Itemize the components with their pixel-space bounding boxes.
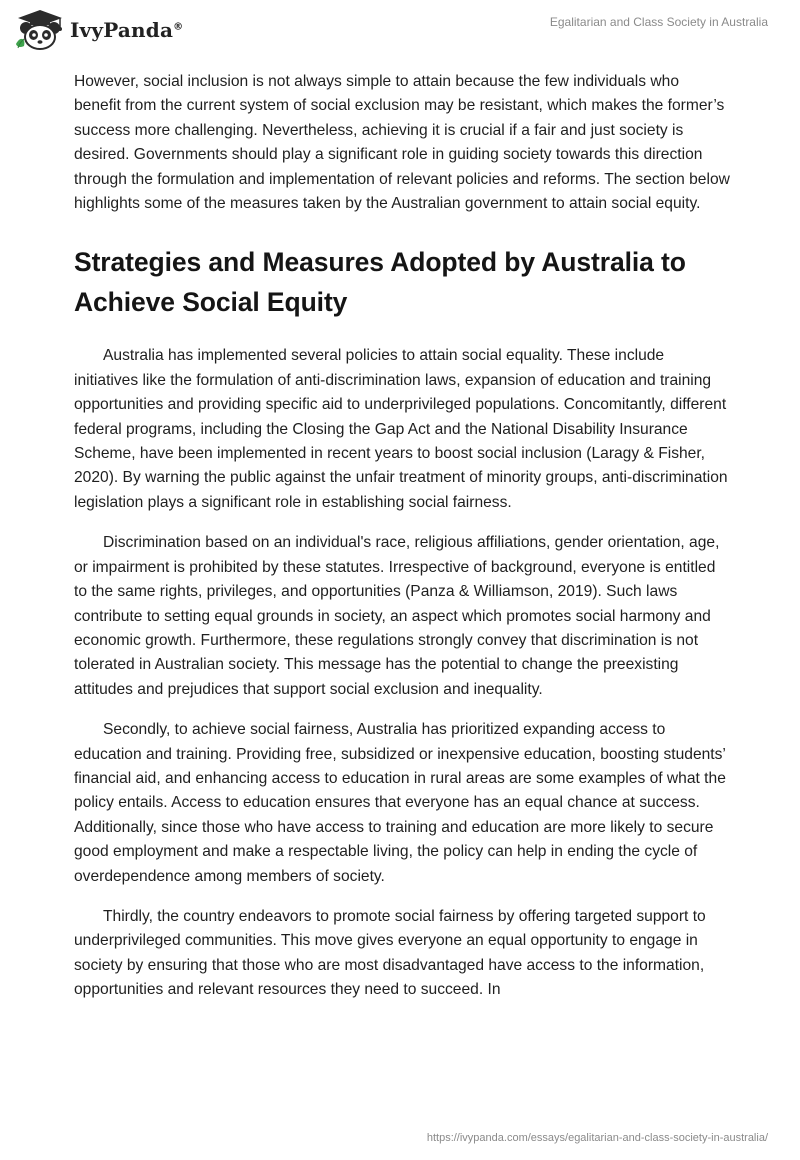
body-paragraph-1: Australia has implemented several policies to attain social equality. These include initiatives like the formulation of anti-discrimination laws, expansion of education and training opportunities and providing specific aid to underprivileged populations. Concomitantly, different federal programs, including the Closing the Gap Act and the National Disability Insurance Scheme, have been implemented in recent years to boost social inclusion (Laragy & Fisher, 2020). By warning the public against the unfair treatment of minority groups, anti-discrimination legislation plays a significant role in establishing social fairness. — [74, 347, 728, 511]
body-paragraph-3: Secondly, to achieve social fairness, Australia has prioritized expanding access to education and training. Providing free, subsidized or inexpensive education, boosting students’ financial aid, and enhancing access to education in rural areas are some examples of what the policy entails. Access to education ensures that everyone has an equal chance at success. Additionally, since those who have access to training and education are more likely to secure good employment and make a respectable living, the policy can help in ending the cycle of overdependence among members of society. — [74, 721, 726, 885]
section-heading: Strategies and Measures Adopted by Australia to Achieve Social Equity — [74, 247, 686, 318]
source-url[interactable]: https://ivypanda.com/essays/egalitarian-and-class-society-in-australia/ — [426, 1132, 768, 1144]
essay-body — [74, 70, 730, 1019]
logo-wordmark: IvyPanda® — [70, 18, 184, 42]
registered-mark: ® — [173, 21, 184, 33]
body-paragraph-4: Thirdly, the country endeavors to promote social fairness by offering targeted support to underprivileged communities. This move gives everyone an equal opportunity to engage in society by ensuring that those who are most disadvantaged have access to the information, opportunities and relevant resources they need to succeed. In — [74, 907, 706, 999]
intro-paragraph: However, social inclusion is not always simple to attain because the few individuals who benefit from the current system of social exclusion may be resistant, which makes the former’s success more challenging. Nevertheless, achieving it is crucial if a fair and just society is desired. Governments should play a significant role in guiding society towards this direction through the formulation and implementation of relevant policies and reforms. The section below highlights some of the measures taken by the Australian government to attain social equity. — [74, 73, 730, 213]
page-header — [0, 0, 800, 64]
panda-logo-icon — [14, 8, 66, 52]
logo[interactable] — [14, 8, 183, 52]
body-paragraph-2: Discrimination based on an individual's race, religious affiliations, gender orientation, age, or impairment is prohibited by these statutes. Irrespective of background, everyone is entitled to the same rights, privileges, and opportunities (Panza & Williamson, 2019). Such laws contribute to setting equal grounds in society, an aspect which promotes social harmony and economic growth. Furthermore, these regulations strongly convey that discrimination is not tolerated in Australian society. This message has the potential to change the preexisting attitudes and prejudices that support social exclusion and inequality. — [74, 534, 720, 698]
document-title: Egalitarian and Class Society in Australia — [549, 15, 768, 29]
